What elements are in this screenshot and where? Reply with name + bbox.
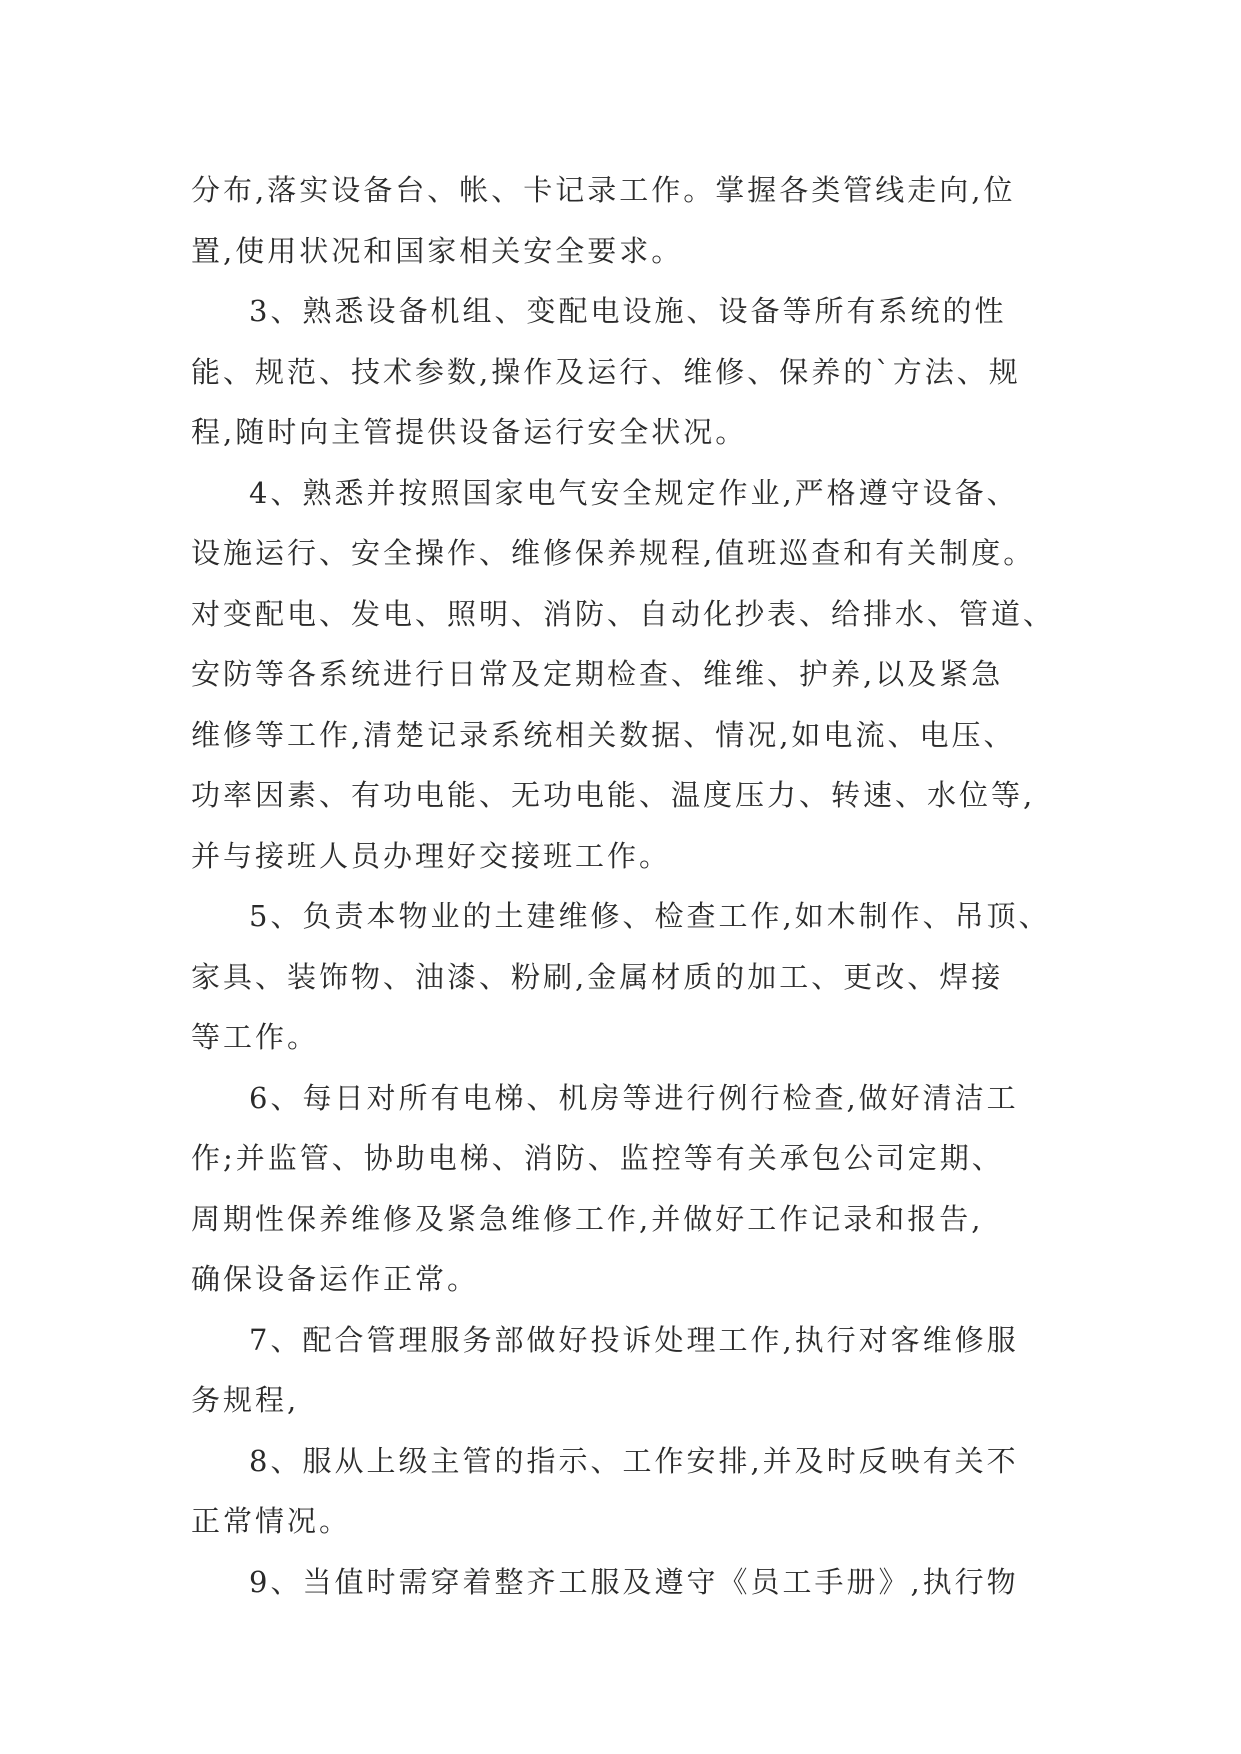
text-line: 置,使用状况和国家相关安全要求。 bbox=[191, 233, 684, 268]
text-line: 等工作。 bbox=[191, 1020, 320, 1054]
text-line: 分布,落实设备台、帐、卡记录工作。掌握各类管线走向,位 bbox=[191, 173, 1016, 207]
text-line: 3、熟悉设备机组、变配电设施、设备等所有系统的性 bbox=[249, 294, 1007, 328]
paragraph-item-8 bbox=[191, 1431, 1071, 1552]
text-line: 7、配合管理服务部做好投诉处理工作,执行对客维修服 bbox=[249, 1322, 1019, 1357]
paragraph-item-6 bbox=[191, 1068, 1071, 1310]
paragraph-continued bbox=[191, 160, 1071, 281]
text-line: 程,随时向主管提供设备运行安全状况。 bbox=[191, 415, 748, 449]
text-line: 对变配电、发电、照明、消防、自动化抄表、给排水、管道、 bbox=[191, 596, 1056, 631]
paragraph-item-3 bbox=[191, 281, 1071, 463]
text-line: 5、负责本物业的土建维修、检查工作,如木制作、吊顶、 bbox=[249, 899, 1051, 933]
text-line: 作;并监管、协助电梯、消防、监控等有关承包公司定期、 bbox=[191, 1141, 1004, 1175]
text-line: 周期性保养维修及紧急维修工作,并做好工作记录和报告, bbox=[191, 1201, 984, 1236]
text-line: 家具、装饰物、油漆、粉刷,金属材质的加工、更改、焊接 bbox=[191, 959, 1004, 994]
text-line: 务规程, bbox=[191, 1383, 300, 1417]
text-line: 4、熟悉并按照国家电气安全规定作业,严格遵守设备、 bbox=[249, 475, 1019, 510]
text-line: 维修等工作,清楚记录系统相关数据、情况,如电流、电压、 bbox=[191, 717, 1016, 752]
paragraph-item-7 bbox=[191, 1310, 1071, 1431]
text-line: 设施运行、安全操作、维修保养规程,值班巡查和有关制度。 bbox=[191, 536, 1036, 570]
text-line: 8、服从上级主管的指示、工作安排,并及时反映有关不 bbox=[249, 1443, 1019, 1478]
paragraph-item-4 bbox=[191, 463, 1071, 887]
text-line: 能、规范、技术参数,操作及运行、维修、保养的`方法、规 bbox=[191, 354, 1021, 389]
text-line: 并与接班人员办理好交接班工作。 bbox=[191, 838, 672, 873]
text-line: 正常情况。 bbox=[191, 1504, 352, 1538]
paragraph-item-5 bbox=[191, 886, 1071, 1068]
text-line: 确保设备运作正常。 bbox=[191, 1262, 480, 1296]
text-line: 功率因素、有功电能、无功电能、温度压力、转速、水位等, bbox=[191, 778, 1036, 812]
text-line: 6、每日对所有电梯、机房等进行例行检查,做好清洁工 bbox=[249, 1080, 1019, 1115]
text-line: 9、当值时需穿着整齐工服及遵守《员工手册》,执行物 bbox=[249, 1564, 1019, 1599]
document-body bbox=[191, 160, 1071, 1612]
paragraph-item-9 bbox=[191, 1552, 1071, 1613]
text-line: 安防等各系统进行日常及定期检查、维维、护养,以及紧急 bbox=[191, 657, 1004, 691]
